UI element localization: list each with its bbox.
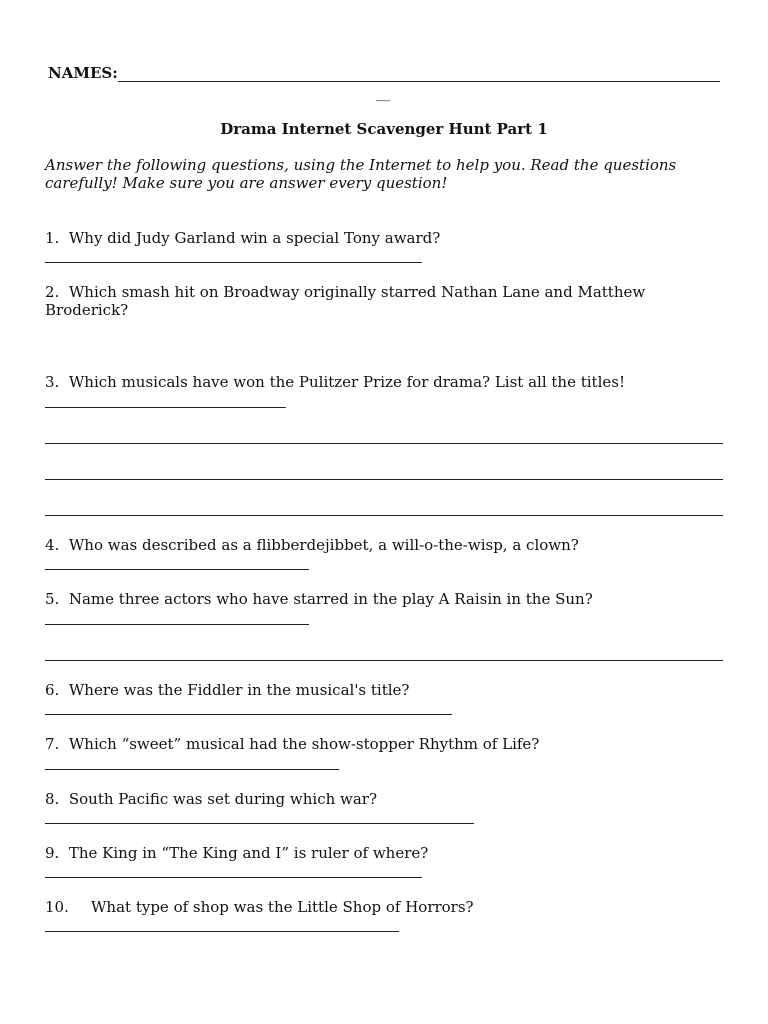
names-line-tail: __ (376, 86, 390, 102)
question-text: Where was the Fiddler in the musical's title? (68, 681, 410, 699)
question-number: 8. (45, 790, 60, 808)
answer-line-3c[interactable] (45, 479, 723, 480)
question-9 (45, 844, 428, 862)
answer-line-7[interactable] (45, 769, 339, 770)
question-6 (45, 681, 409, 699)
question-number: 1. (45, 229, 60, 247)
question-text: What type of shop was the Little Shop of Horrors? (91, 898, 474, 916)
question-10 (45, 898, 474, 916)
answer-line-4[interactable] (45, 569, 309, 570)
answer-line-5b[interactable] (45, 660, 723, 661)
question-text: The King in “The King and I” is ruler of where? (68, 844, 429, 862)
question-number: 3. (45, 373, 60, 391)
question-number: 7. (45, 735, 60, 753)
answer-line-3a[interactable] (45, 407, 286, 408)
answer-line-8[interactable] (45, 823, 474, 824)
answer-line-10[interactable] (45, 931, 399, 932)
question-text: Which “sweet” musical had the show-stopper Rhythm of Life? (68, 735, 540, 753)
question-2-continued: Broderick? (45, 301, 129, 319)
question-5 (45, 590, 593, 608)
question-3 (45, 373, 625, 391)
question-7 (45, 735, 539, 753)
answer-line-9[interactable] (45, 877, 422, 878)
question-text: South Pacific was set during which war? (68, 790, 378, 808)
question-text: Who was described as a flibberdejibbet, a will-o-the-wisp, a clown? (68, 536, 579, 554)
page-title: Drama Internet Scavenger Hunt Part 1 (220, 120, 548, 138)
question-number: 10. (45, 898, 69, 916)
question-number: 9. (45, 844, 60, 862)
answer-line-5a[interactable] (45, 624, 309, 625)
question-number: 5. (45, 590, 60, 608)
question-1 (45, 229, 440, 247)
question-text: Which musicals have won the Pulitzer Prize for drama? List all the titles! (68, 373, 625, 391)
answer-line-3d[interactable] (45, 515, 723, 516)
question-4 (45, 536, 579, 554)
question-8 (45, 790, 377, 808)
question-text: Name three actors who have starred in the play A Raisin in the Sun? (68, 590, 593, 608)
question-text: Which smash hit on Broadway originally starred Nathan Lane and Matthew (68, 283, 646, 301)
answer-line-3b[interactable] (45, 443, 723, 444)
names-label: NAMES: (48, 64, 118, 82)
answer-line-1[interactable] (45, 262, 422, 263)
question-number: 4. (45, 536, 60, 554)
answer-line-6[interactable] (45, 714, 452, 715)
question-number: 2. (45, 283, 60, 301)
question-text: Why did Judy Garland win a special Tony award? (68, 229, 441, 247)
instructions-text: Answer the following questions, using the Internet to help you. Read the questions carefully! Make sure you are answer every question! (45, 156, 677, 192)
question-2 (45, 283, 645, 301)
names-answer-line[interactable] (118, 81, 720, 82)
question-number: 6. (45, 681, 60, 699)
